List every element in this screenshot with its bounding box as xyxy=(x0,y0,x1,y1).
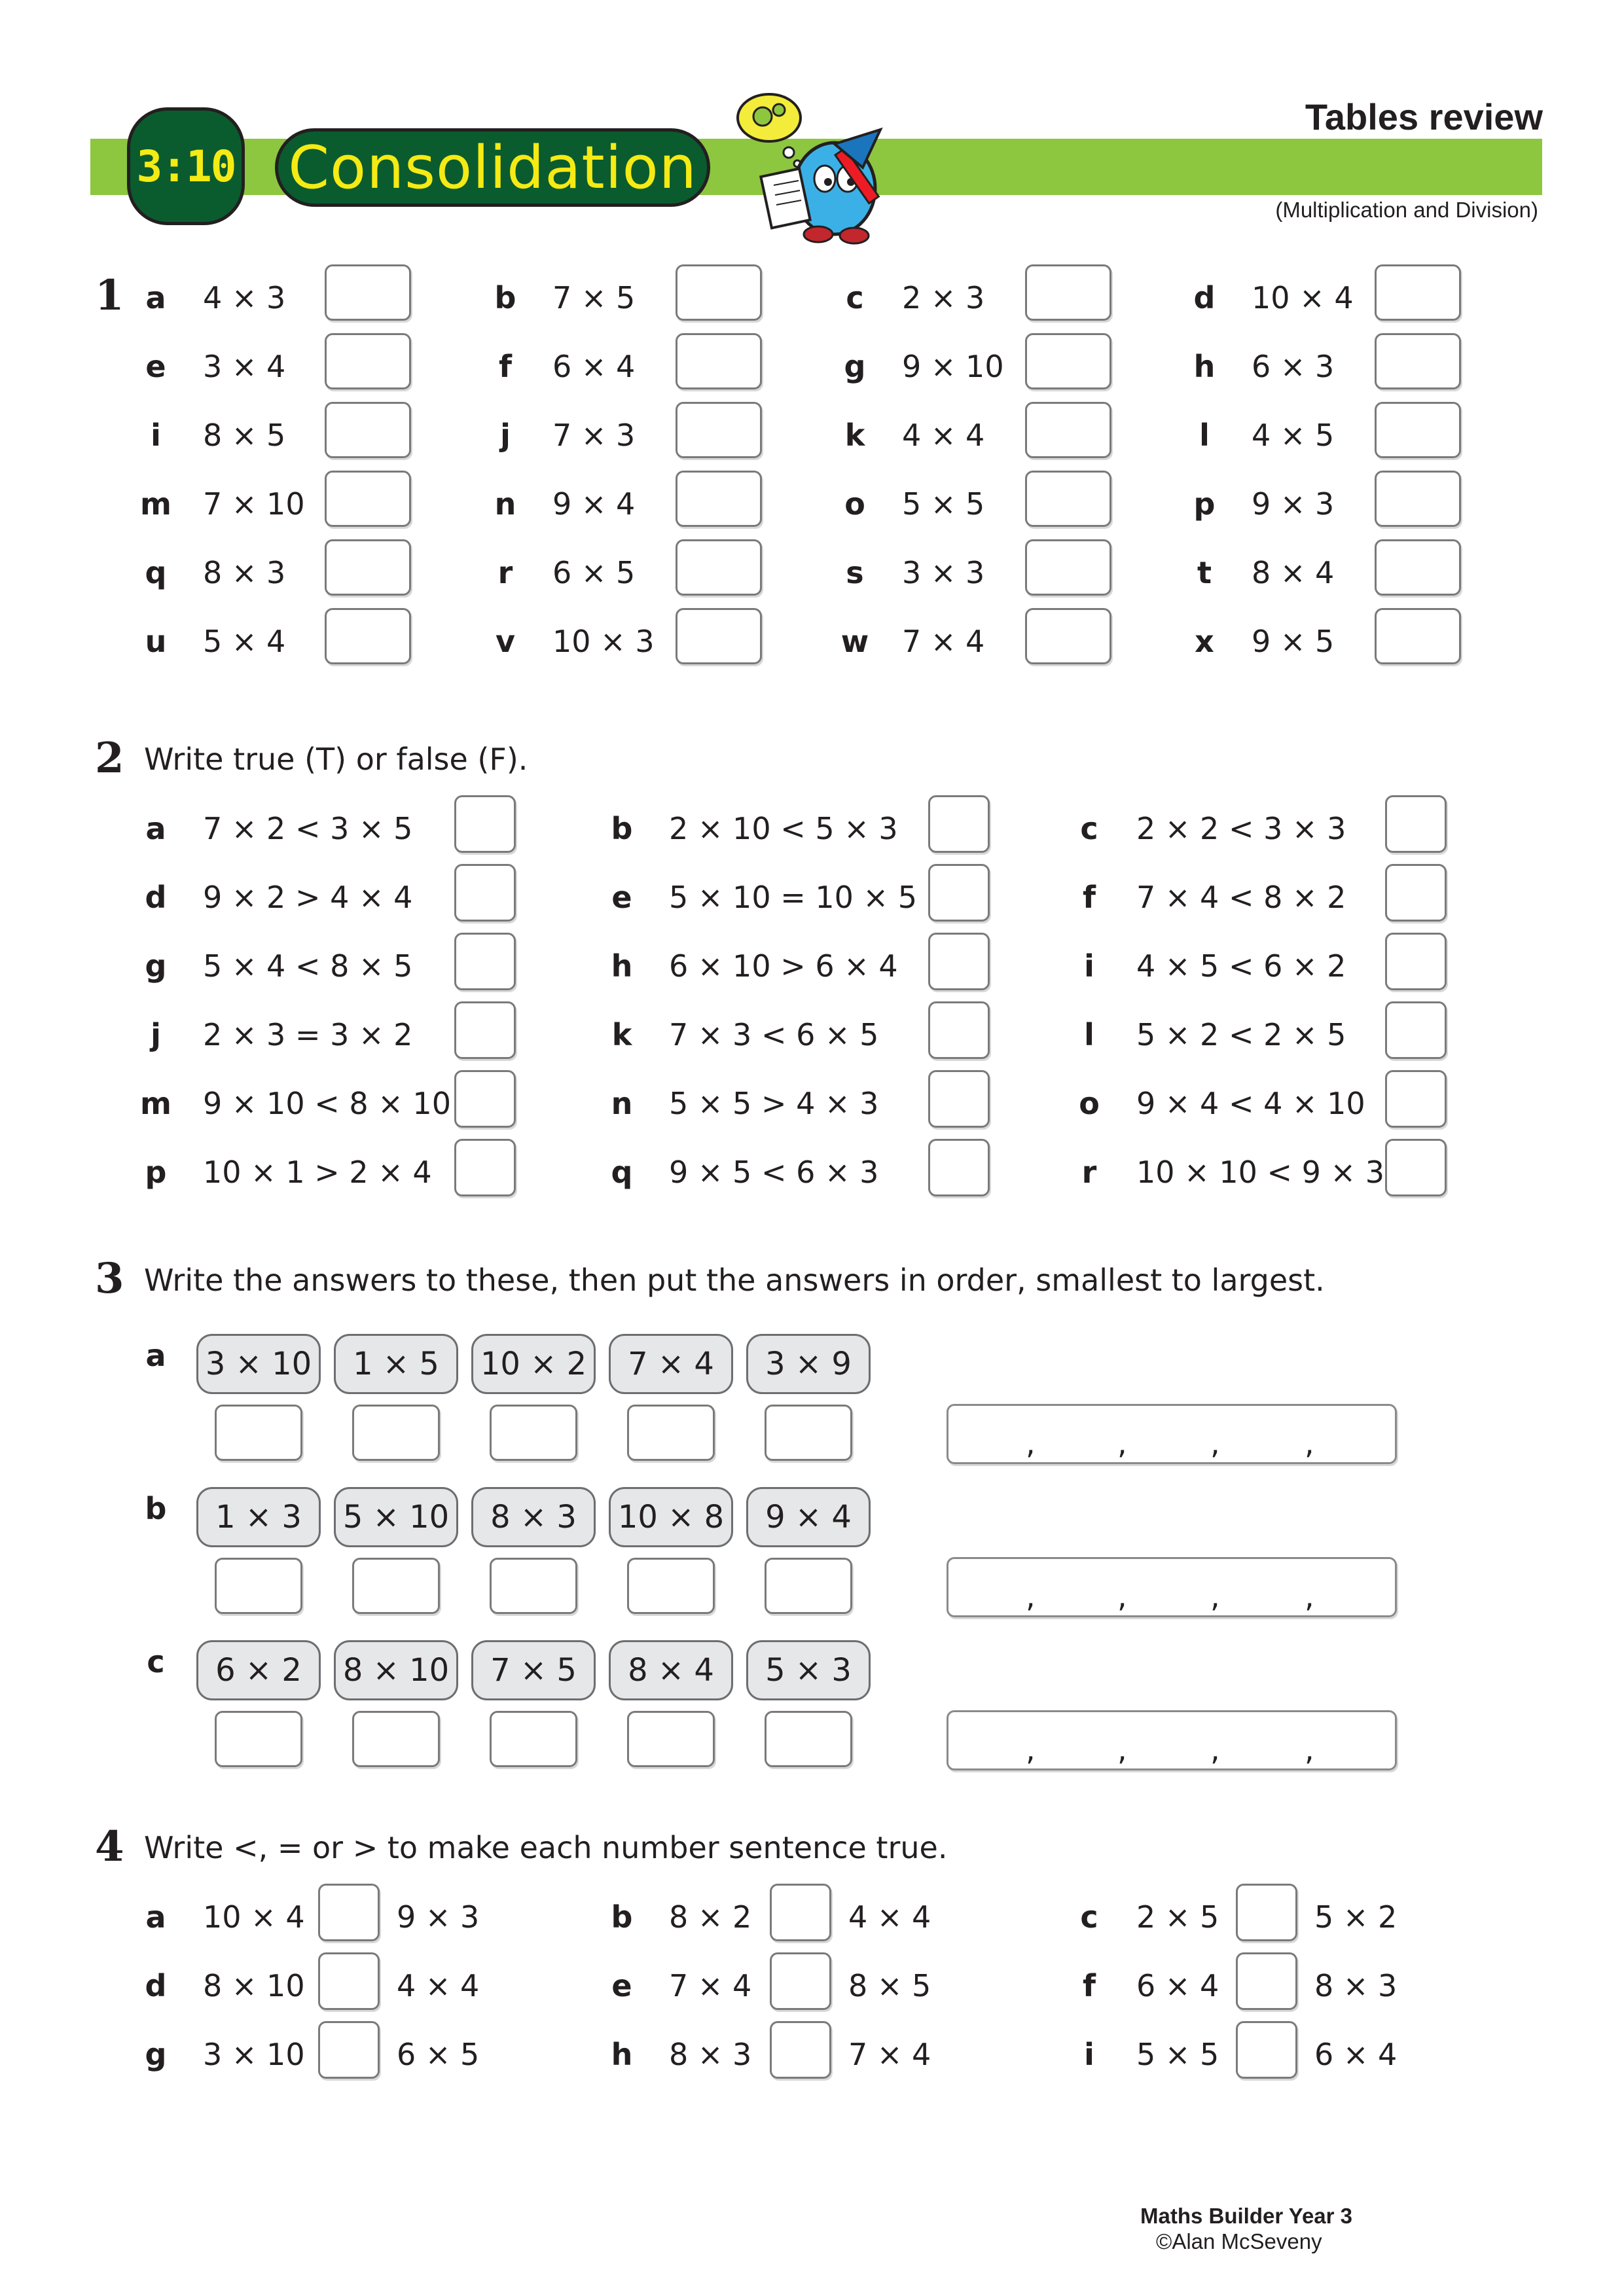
question-3-answer-box[interactable] xyxy=(352,1711,440,1767)
question-2-answer-box[interactable] xyxy=(928,1139,990,1196)
order-separator: , xyxy=(1117,1732,1127,1767)
question-1-item-letter: n xyxy=(494,486,516,522)
question-1-item-expression: 8 × 3 xyxy=(203,555,286,590)
question-1-answer-box[interactable] xyxy=(1375,264,1461,321)
question-1-answer-box[interactable] xyxy=(1375,402,1461,458)
question-2-answer-box[interactable] xyxy=(454,1001,516,1059)
question-4-item-letter: e xyxy=(611,1968,632,2003)
question-2-answer-box[interactable] xyxy=(928,933,990,990)
question-2-answer-box[interactable] xyxy=(454,1139,516,1196)
order-separator: , xyxy=(1026,1426,1036,1461)
question-2-item-statement: 2 × 2 < 3 × 3 xyxy=(1136,811,1346,846)
order-separator: , xyxy=(1117,1579,1127,1614)
question-2-item-statement: 6 × 10 > 6 × 4 xyxy=(669,948,898,984)
question-1-answer-box[interactable] xyxy=(325,608,411,664)
question-1-answer-box[interactable] xyxy=(1025,402,1111,458)
order-separator: , xyxy=(1026,1579,1036,1614)
question-2-item-statement: 10 × 1 > 2 × 4 xyxy=(203,1155,432,1190)
question-4-right-expression: 9 × 3 xyxy=(397,1899,480,1935)
question-3-answer-box[interactable] xyxy=(627,1405,715,1461)
question-1-item-letter: q xyxy=(145,555,167,590)
question-1-item-expression: 5 × 4 xyxy=(203,624,286,659)
question-2-item-letter: c xyxy=(1080,811,1098,846)
question-1-item-expression: 6 × 4 xyxy=(552,349,636,384)
question-3-number: 3 xyxy=(95,1254,124,1303)
question-4-item-letter: c xyxy=(1080,1899,1098,1935)
question-3-expression-chip: 8 × 10 xyxy=(334,1640,458,1700)
question-2-item-statement: 7 × 4 < 8 × 2 xyxy=(1136,880,1346,915)
question-1-answer-box[interactable] xyxy=(676,608,762,664)
question-4-item-letter: i xyxy=(1084,2037,1094,2072)
question-2-answer-box[interactable] xyxy=(454,864,516,922)
question-4-sign-box[interactable] xyxy=(770,2021,831,2079)
question-1-answer-box[interactable] xyxy=(676,333,762,389)
question-3-answer-box[interactable] xyxy=(765,1711,852,1767)
question-3-answer-box[interactable] xyxy=(490,1558,577,1614)
question-2-item-letter: b xyxy=(611,811,633,846)
question-2-answer-box[interactable] xyxy=(928,1001,990,1059)
question-1-item-expression: 10 × 4 xyxy=(1252,280,1354,315)
question-3-expression-chip: 9 × 4 xyxy=(746,1487,871,1547)
question-1-answer-box[interactable] xyxy=(676,539,762,596)
question-3-expression-chip: 7 × 4 xyxy=(609,1334,733,1394)
question-1-item-expression: 8 × 5 xyxy=(203,418,286,453)
question-4-number: 4 xyxy=(95,1822,124,1871)
question-2-answer-box[interactable] xyxy=(454,1070,516,1128)
question-2-item-statement: 10 × 10 < 9 × 3 xyxy=(1136,1155,1384,1190)
question-2-item-letter: l xyxy=(1084,1017,1094,1052)
question-4-item-letter: h xyxy=(611,2037,633,2072)
question-1-item-expression: 9 × 3 xyxy=(1252,486,1335,522)
question-2-instruction: Write true (T) or false (F). xyxy=(144,742,528,777)
question-2-answer-box[interactable] xyxy=(1385,933,1447,990)
question-4-left-expression: 8 × 10 xyxy=(203,1968,305,2003)
question-3-order-box[interactable] xyxy=(947,1404,1397,1464)
question-1-item-letter: e xyxy=(145,349,166,384)
question-3-answer-box[interactable] xyxy=(352,1405,440,1461)
question-3-order-box[interactable] xyxy=(947,1710,1397,1770)
question-2-item-statement: 4 × 5 < 6 × 2 xyxy=(1136,948,1346,984)
question-1-item-letter: u xyxy=(145,624,167,659)
question-3-answer-box[interactable] xyxy=(627,1558,715,1614)
question-3-expression-chip: 3 × 9 xyxy=(746,1334,871,1394)
question-1-item-letter: f xyxy=(498,349,512,384)
question-1-item-letter: p xyxy=(1193,486,1216,522)
question-1-item-expression: 3 × 4 xyxy=(203,349,286,384)
question-2-item-letter: h xyxy=(611,948,633,984)
question-1-item-letter: m xyxy=(140,486,171,522)
order-separator: , xyxy=(1305,1579,1314,1614)
question-2-answer-box[interactable] xyxy=(928,795,990,853)
question-1-item-expression: 9 × 5 xyxy=(1252,624,1335,659)
question-1-item-letter: b xyxy=(494,280,516,315)
question-3-answer-box[interactable] xyxy=(490,1711,577,1767)
question-1-item-letter: l xyxy=(1199,418,1210,453)
question-1-item-letter: v xyxy=(496,624,515,659)
question-3-answer-box[interactable] xyxy=(765,1405,852,1461)
question-1-item-letter: t xyxy=(1197,555,1212,590)
question-4-sign-box[interactable] xyxy=(318,2021,380,2079)
question-2-item-letter: e xyxy=(611,880,632,915)
question-2-item-statement: 5 × 4 < 8 × 5 xyxy=(203,948,413,984)
question-1-answer-box[interactable] xyxy=(325,402,411,458)
question-3-expression-chip: 7 × 5 xyxy=(471,1640,596,1700)
question-1-item-letter: o xyxy=(844,486,865,522)
question-1-item-expression: 7 × 3 xyxy=(552,418,636,453)
question-4-item-letter: g xyxy=(145,2037,167,2072)
question-3-expression-chip: 10 × 2 xyxy=(471,1334,596,1394)
question-1-item-expression: 3 × 3 xyxy=(902,555,985,590)
question-4-item-letter: a xyxy=(145,1899,166,1935)
question-1-answer-box[interactable] xyxy=(325,333,411,389)
question-4-right-expression: 8 × 3 xyxy=(1314,1968,1398,2003)
question-3-answer-box[interactable] xyxy=(215,1405,302,1461)
question-3-answer-box[interactable] xyxy=(627,1711,715,1767)
question-3-group-letter: a xyxy=(145,1338,166,1373)
question-2-item-letter: i xyxy=(1084,948,1094,984)
question-1-item-letter: d xyxy=(1193,280,1216,315)
question-2-item-letter: k xyxy=(611,1017,632,1052)
question-3-expression-chip: 1 × 3 xyxy=(196,1487,321,1547)
question-4-sign-box[interactable] xyxy=(1236,2021,1297,2079)
question-1-item-letter: a xyxy=(145,280,166,315)
question-4-sign-box[interactable] xyxy=(1236,1884,1297,1941)
question-1-item-letter: c xyxy=(846,280,864,315)
question-2-item-letter: d xyxy=(145,880,167,915)
question-1-answer-box[interactable] xyxy=(1025,333,1111,389)
question-4-left-expression: 3 × 10 xyxy=(203,2037,305,2072)
question-1-answer-box[interactable] xyxy=(1025,539,1111,596)
question-2-item-statement: 7 × 3 < 6 × 5 xyxy=(669,1017,879,1052)
question-2-answer-box[interactable] xyxy=(928,1070,990,1128)
question-1-item-expression: 2 × 3 xyxy=(902,280,985,315)
question-1-answer-box[interactable] xyxy=(1375,333,1461,389)
question-3-answer-box[interactable] xyxy=(215,1558,302,1614)
order-separator: , xyxy=(1210,1579,1220,1614)
question-1-item-expression: 4 × 3 xyxy=(203,280,286,315)
question-2-item-statement: 9 × 4 < 4 × 10 xyxy=(1136,1086,1365,1121)
question-1-answer-box[interactable] xyxy=(325,471,411,527)
question-2-item-statement: 9 × 2 > 4 × 4 xyxy=(203,880,413,915)
question-3-expression-chip: 6 × 2 xyxy=(196,1640,321,1700)
question-3-instruction: Write the answers to these, then put the answers in order, smallest to largest. xyxy=(144,1263,1325,1298)
question-2-item-statement: 5 × 5 > 4 × 3 xyxy=(669,1086,879,1121)
question-1-item-expression: 6 × 5 xyxy=(552,555,636,590)
mascot-illustration xyxy=(727,90,916,251)
question-4-sign-box[interactable] xyxy=(1236,1952,1297,2010)
question-2-item-letter: q xyxy=(611,1155,633,1190)
question-2-answer-box[interactable] xyxy=(1385,864,1447,922)
question-2-answer-box[interactable] xyxy=(454,933,516,990)
question-3-expression-chip: 8 × 3 xyxy=(471,1487,596,1547)
question-4-item-letter: f xyxy=(1082,1968,1096,2003)
question-4-left-expression: 6 × 4 xyxy=(1136,1968,1219,2003)
question-1-item-expression: 9 × 10 xyxy=(902,349,1004,384)
question-3-expression-chip: 8 × 4 xyxy=(609,1640,733,1700)
question-4-sign-box[interactable] xyxy=(318,1952,380,2010)
question-4-left-expression: 5 × 5 xyxy=(1136,2037,1219,2072)
question-2-item-statement: 5 × 2 < 2 × 5 xyxy=(1136,1017,1346,1052)
question-2-answer-box[interactable] xyxy=(1385,1139,1447,1196)
topic-subheading: (Multiplication and Division) xyxy=(1275,198,1538,222)
question-3-expression-chip: 5 × 10 xyxy=(334,1487,458,1547)
question-2-item-letter: j xyxy=(151,1017,161,1052)
question-3-group-letter: c xyxy=(147,1644,165,1679)
order-separator: , xyxy=(1210,1732,1220,1767)
question-1-item-expression: 6 × 3 xyxy=(1252,349,1335,384)
question-1-number: 1 xyxy=(95,271,124,320)
question-4-right-expression: 6 × 4 xyxy=(1314,2037,1398,2072)
question-1-answer-box[interactable] xyxy=(325,539,411,596)
question-1-item-letter: h xyxy=(1193,349,1216,384)
question-2-item-statement: 7 × 2 < 3 × 5 xyxy=(203,811,413,846)
question-1-item-letter: j xyxy=(500,418,511,453)
question-1-answer-box[interactable] xyxy=(676,402,762,458)
question-1-answer-box[interactable] xyxy=(676,471,762,527)
question-4-left-expression: 8 × 3 xyxy=(669,2037,752,2072)
question-1-item-letter: s xyxy=(846,555,864,590)
unit-badge: 3:10 xyxy=(127,107,245,225)
question-1-item-expression: 4 × 4 xyxy=(902,418,985,453)
question-1-item-expression: 7 × 4 xyxy=(902,624,985,659)
question-2-item-letter: m xyxy=(140,1086,171,1121)
footer-book-title: Maths Builder Year 3 xyxy=(1140,2204,1353,2228)
question-2-answer-box[interactable] xyxy=(1385,1001,1447,1059)
question-1-item-expression: 9 × 4 xyxy=(552,486,636,522)
question-2-number: 2 xyxy=(95,734,124,783)
question-1-item-expression: 4 × 5 xyxy=(1252,418,1335,453)
question-1-item-letter: g xyxy=(844,349,866,384)
topic-heading: Tables review xyxy=(1305,96,1543,137)
question-1-item-expression: 8 × 4 xyxy=(1252,555,1335,590)
question-2-answer-box[interactable] xyxy=(1385,1070,1447,1128)
question-4-left-expression: 7 × 4 xyxy=(669,1968,752,2003)
question-1-answer-box[interactable] xyxy=(1375,608,1461,664)
question-2-item-letter: g xyxy=(145,948,167,984)
footer-copyright: ©Alan McSeveny xyxy=(1156,2229,1322,2253)
question-1-item-letter: x xyxy=(1195,624,1214,659)
question-1-item-letter: r xyxy=(497,555,513,590)
question-4-right-expression: 4 × 4 xyxy=(848,1899,931,1935)
question-2-item-letter: f xyxy=(1082,880,1096,915)
question-4-left-expression: 2 × 5 xyxy=(1136,1899,1219,1935)
question-2-item-letter: o xyxy=(1079,1086,1100,1121)
question-4-item-letter: b xyxy=(611,1899,633,1935)
question-2-item-letter: n xyxy=(611,1086,633,1121)
question-4-left-expression: 10 × 4 xyxy=(203,1899,305,1935)
page-title: Consolidation xyxy=(275,128,710,207)
question-4-sign-box[interactable] xyxy=(318,1884,380,1941)
question-2-item-statement: 2 × 3 = 3 × 2 xyxy=(203,1017,413,1052)
question-1-item-letter: w xyxy=(840,624,869,659)
order-separator: , xyxy=(1305,1732,1314,1767)
question-1-item-expression: 10 × 3 xyxy=(552,624,655,659)
question-3-answer-box[interactable] xyxy=(352,1558,440,1614)
question-3-expression-chip: 1 × 5 xyxy=(334,1334,458,1394)
question-4-right-expression: 5 × 2 xyxy=(1314,1899,1398,1935)
question-1-item-expression: 7 × 5 xyxy=(552,280,636,315)
question-1-item-letter: i xyxy=(151,418,161,453)
question-4-sign-box[interactable] xyxy=(770,1884,831,1941)
question-2-item-letter: a xyxy=(145,811,166,846)
question-4-left-expression: 8 × 2 xyxy=(669,1899,752,1935)
question-4-instruction: Write <, = or > to make each number sentence true. xyxy=(144,1830,948,1865)
order-separator: , xyxy=(1305,1426,1314,1461)
order-separator: , xyxy=(1210,1426,1220,1461)
question-1-answer-box[interactable] xyxy=(1375,471,1461,527)
question-1-answer-box[interactable] xyxy=(1375,539,1461,596)
question-2-item-letter: r xyxy=(1081,1155,1097,1190)
question-3-answer-box[interactable] xyxy=(765,1558,852,1614)
question-4-right-expression: 7 × 4 xyxy=(848,2037,931,2072)
question-1-answer-box[interactable] xyxy=(1025,264,1111,321)
question-3-group-letter: b xyxy=(145,1491,167,1526)
question-4-sign-box[interactable] xyxy=(770,1952,831,2010)
question-1-answer-box[interactable] xyxy=(676,264,762,321)
order-separator: , xyxy=(1026,1732,1036,1767)
question-2-item-statement: 2 × 10 < 5 × 3 xyxy=(669,811,898,846)
question-4-right-expression: 8 × 5 xyxy=(848,1968,931,2003)
question-4-right-expression: 4 × 4 xyxy=(397,1968,480,2003)
question-1-answer-box[interactable] xyxy=(325,264,411,321)
question-1-answer-box[interactable] xyxy=(1025,608,1111,664)
question-1-item-expression: 5 × 5 xyxy=(902,486,985,522)
question-1-item-expression: 7 × 10 xyxy=(203,486,305,522)
question-3-answer-box[interactable] xyxy=(490,1405,577,1461)
question-3-answer-box[interactable] xyxy=(215,1711,302,1767)
question-2-item-letter: p xyxy=(145,1155,167,1190)
question-1-item-letter: k xyxy=(844,418,865,453)
question-2-item-statement: 9 × 10 < 8 × 10 xyxy=(203,1086,451,1121)
question-4-right-expression: 6 × 5 xyxy=(397,2037,480,2072)
question-2-item-statement: 9 × 5 < 6 × 3 xyxy=(669,1155,879,1190)
question-4-item-letter: d xyxy=(145,1968,167,2003)
order-separator: , xyxy=(1117,1426,1127,1461)
question-2-item-statement: 5 × 10 = 10 × 5 xyxy=(669,880,917,915)
question-3-expression-chip: 10 × 8 xyxy=(609,1487,733,1547)
question-3-expression-chip: 3 × 10 xyxy=(196,1334,321,1394)
question-2-answer-box[interactable] xyxy=(928,864,990,922)
question-3-order-box[interactable] xyxy=(947,1557,1397,1617)
question-2-answer-box[interactable] xyxy=(1385,795,1447,853)
question-2-answer-box[interactable] xyxy=(454,795,516,853)
question-1-answer-box[interactable] xyxy=(1025,471,1111,527)
question-3-expression-chip: 5 × 3 xyxy=(746,1640,871,1700)
